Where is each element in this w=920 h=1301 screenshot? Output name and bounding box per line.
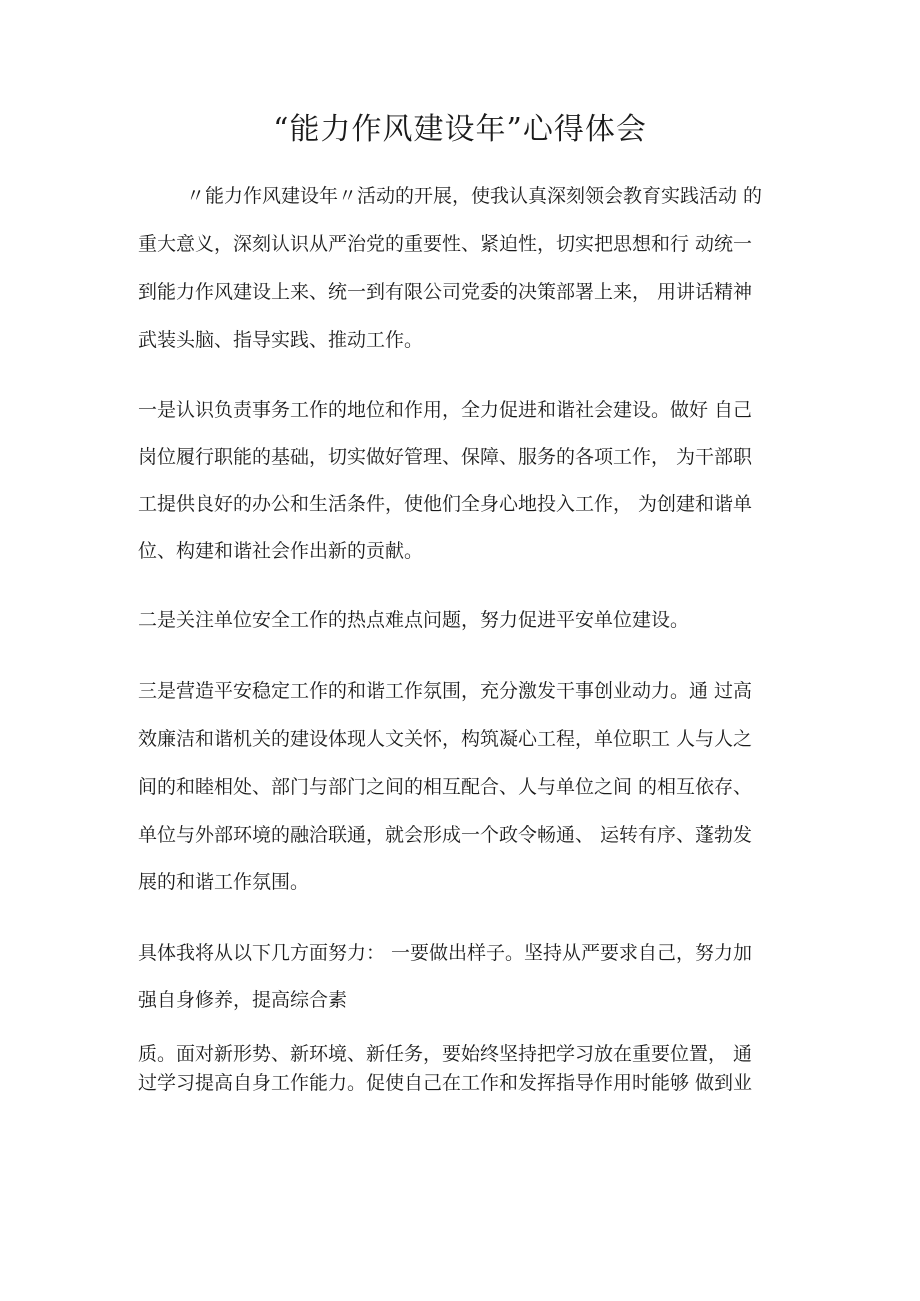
paragraph-4-line-1: 三是营造平安稳定工作的和谐工作氛围，充分激发干事创业动力。通 过高: [138, 680, 753, 702]
paragraph-2-line-3: 工提供良好的办公和生活条件，使他们全身心地投入工作， 为创建和谐单: [138, 493, 753, 515]
paragraph-2-line-2: 岗位履行职能的基础，切实做好管理、保障、服务的各项工作， 为干部职: [138, 446, 753, 468]
paragraph-3-line-1: 二是关注单位安全工作的热点难点问题，努力促进平安单位建设。: [138, 609, 690, 631]
paragraph-6-line-1: 质。面对新形势、新环境、新任务，要始终坚持把学习放在重要位置， 通: [138, 1043, 753, 1065]
paragraph-1-line-1: 〃能力作风建设年〃活动的开展，使我认真深刻领会教育实践活动 的: [186, 185, 763, 207]
paragraph-5-line-2: 强自身修养，提高综合素: [138, 989, 348, 1011]
document-title: “能力作风建设年”心得体会: [273, 112, 647, 147]
paragraph-1-line-3: 到能力作风建设上来、统一到有限公司党委的决策部署上来， 用讲话精神: [138, 281, 753, 303]
paragraph-2-line-1: 一是认识负责事务工作的地位和作用，全力促进和谐社会建设。做好 自己: [138, 399, 753, 421]
paragraph-1-line-2: 重大意义，深刻认识从严治党的重要性、紧迫性，切实把思想和行 动统一: [138, 233, 753, 255]
paragraph-4-line-4: 单位与外部环境的融洽联通，就会形成一个政令畅通、 运转有序、蓬勃发: [138, 824, 753, 846]
paragraph-2-line-4: 位、构建和谐社会作出新的贡献。: [138, 540, 424, 562]
paragraph-4-line-3: 间的和睦相处、部门与部门之间的相互配合、人与单位之间 的相互依存、: [138, 776, 753, 798]
paragraph-5-line-1: 具体我将从以下几方面努力： 一要做出样子。坚持从严要求自己，努力加: [138, 942, 753, 964]
paragraph-6-line-2: 过学习提高自身工作能力。促使自己在工作和发挥指导作用时能够 做到业: [138, 1072, 753, 1094]
paragraph-4-line-5: 展的和谐工作氛围。: [138, 871, 310, 893]
paragraph-1-line-4: 武装头脑、指导实践、推动工作。: [138, 329, 424, 351]
paragraph-4-line-2: 效廉洁和谐机关的建设体现人文关怀，构筑凝心工程，单位职工 人与人之: [138, 728, 753, 750]
